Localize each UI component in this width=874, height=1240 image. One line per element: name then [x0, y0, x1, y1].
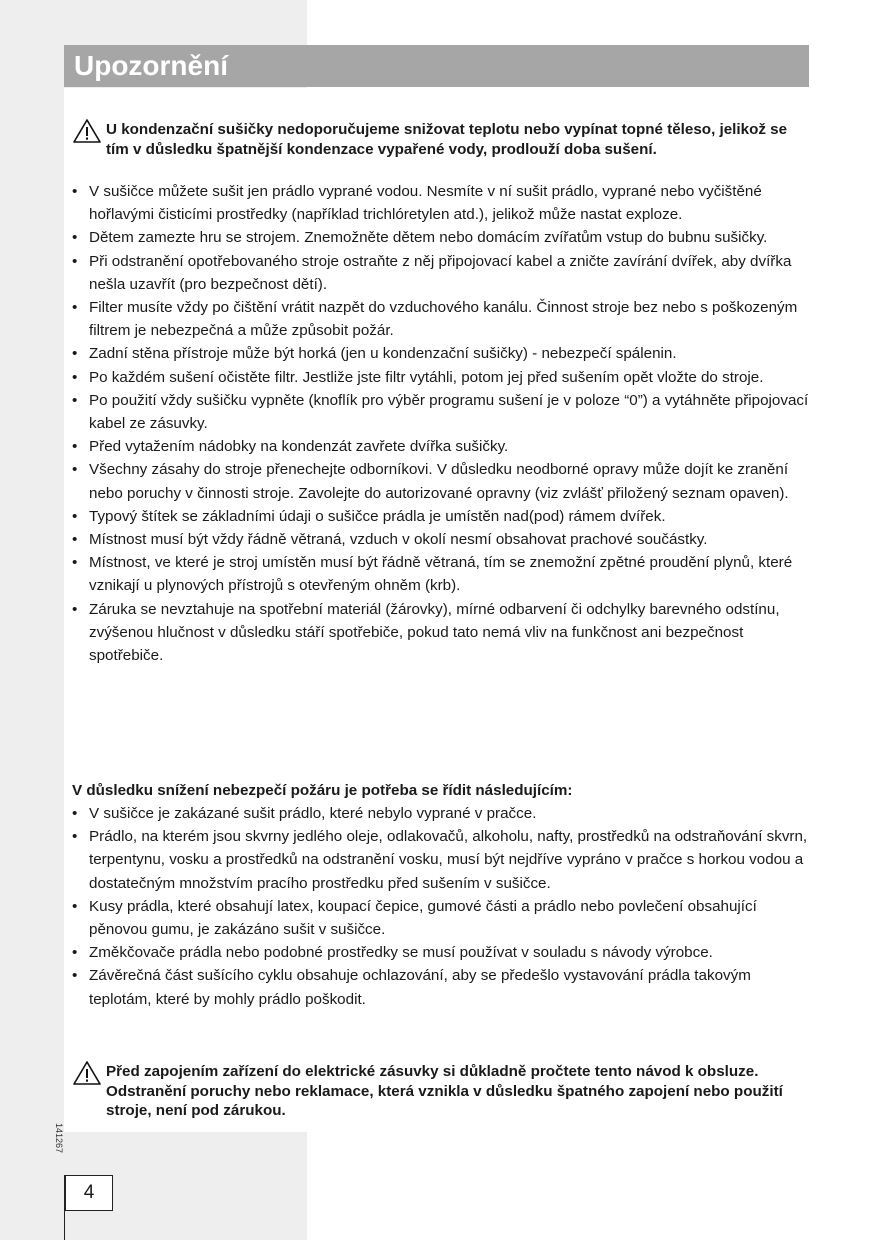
list-item: • Filter musíte vždy po čištění vrátit nazpět do vzduchového kanálu. Činnost stroje bez nebo s poškozeným filtrem je nebezpečná a může způsobit požár.	[72, 299, 798, 340]
list-item: • Po použití vždy sušičku vypněte (knoflík pro výběr programu sušení je v poloze “0”) a vytáhněte připojovací kabel ze zásuvky.	[72, 391, 809, 433]
list-item: • Typový štítek se základními údaji o sušičce prádla je umístěn nad(pod) rámem dvířek.	[72, 507, 666, 525]
list-item: • V sušičce je zakázané sušit prádlo, které nebylo vyprané v pračce.	[72, 805, 537, 822]
bullet-list	[72, 180, 812, 667]
warning-triangle-icon	[72, 118, 102, 144]
list-item: • Po každém sušení očistěte filtr. Jestliže jste filtr vytáhli, potom jej před sušením opět vložte do stroje.	[72, 368, 764, 386]
list-item: • Závěrečná část sušícího cyklu obsahuje ochlazování, aby se předešlo vystavování prádla takovým teplotám, které by mohly prádlo poškodit.	[72, 967, 751, 1008]
fire-safety-heading: V důsledku snížení nebezpečí požáru je potřeba se řídit následujícím:	[72, 782, 573, 799]
fire-bullet-list	[72, 802, 812, 1011]
list-item: • Místnost musí být vždy řádně větraná, vzduch v okolí nesmí obsahovat prachové součástky.	[72, 531, 708, 549]
warning-top-text: U kondenzační sušičky nedoporučujeme snižovat teplotu nebo vypínat topné těleso, jelikož se tím v důsledku špatnější kondenzace vypařené vody, prodlouží doba sušení.	[106, 121, 788, 158]
page-header	[64, 45, 809, 87]
warning-top	[72, 120, 812, 159]
list-item: • Prádlo, na kterém jsou skvrny jedlého oleje, odlakovačů, alkoholu, nafty, prostředků na odstraňování skvrn, terpentynu, vosku a prostředků na odstranění vosku, musí být nejdříve vypráno v pračce s horkou vodou a dostatečným množstvím pracího prostředku před sušením v sušičce.	[72, 828, 808, 892]
list-item: • Při odstranění opotřebovaného stroje ostraňte z něj připojovací kabel a zničte zavírání dvířek, aby dvířka nešla uzavřít (pro bezpečnost dětí).	[72, 252, 792, 293]
warning-triangle-icon	[72, 1060, 102, 1086]
page-title: Upozornění	[74, 50, 228, 81]
warning-bottom-text: Před zapojením zařízení do elektrické zásuvky si důkladně pročtete tento návod k obsluze. Odstranění poruchy nebo reklamace, která vznikla v důsledku špatného zapojení nebo použití stroje, není pod zárukou.	[106, 1063, 783, 1119]
page-number: 4	[65, 1175, 113, 1211]
list-item: • V sušičce můžete sušit jen prádlo vyprané vodou. Nesmíte v ní sušit prádlo, vyprané nebo vyčištěné hořlavými čisticími prostředky (například trichlóretylen atd.), jelikož může nastat exploze.	[72, 183, 762, 224]
list-item: • Zadní stěna přístroje může být horká (jen u kondenzační sušičky) - nebezpečí spálenin.	[72, 345, 677, 363]
list-item: • Všechny zásahy do stroje přenechejte odborníkovi. V důsledku neodborné opravy může dojít ke zranění nebo poruchy v činnosti stroje. Zavolejte do autorizované opravny (viz zvlášť přiložený seznam opaven).	[72, 461, 789, 502]
document-code	[44, 1118, 64, 1158]
svg-text:141267: 141267	[54, 1122, 64, 1154]
list-item: • Dětem zamezte hru se strojem. Znemožněte dětem nebo domácím zvířatům vstup do bubnu sušičky.	[72, 229, 768, 247]
warning-bottom	[72, 1062, 812, 1121]
list-item: • Změkčovače prádla nebo podobné prostředky se musí používat v souladu s návody výrobce.	[72, 944, 713, 962]
list-item: • Před vytažením nádobky na kondenzát zavřete dvířka sušičky.	[72, 438, 509, 456]
list-item: • Kusy prádla, které obsahují latex, koupací čepice, gumové části a prádlo nebo povlečení obsahující pěnovou gumu, je zakázáno sušit v sušičce.	[72, 897, 757, 939]
list-item: • Místnost, ve které je stroj umístěn musí být řádně větraná, tím se znemožní zpětné proudění plynů, které vznikají u plynových přístrojů s otevřeným ohněm (krb).	[72, 554, 793, 595]
list-item: • Záruka se nevztahuje na spotřební materiál (žárovky), mírné odbarvení či odchylky barevného odstínu, zvýšenou hlučnost v důsledku stáří spotřebiče, pokud tato nemá vliv na funkčnost ani bezpečnost spotřebiče.	[72, 600, 780, 665]
